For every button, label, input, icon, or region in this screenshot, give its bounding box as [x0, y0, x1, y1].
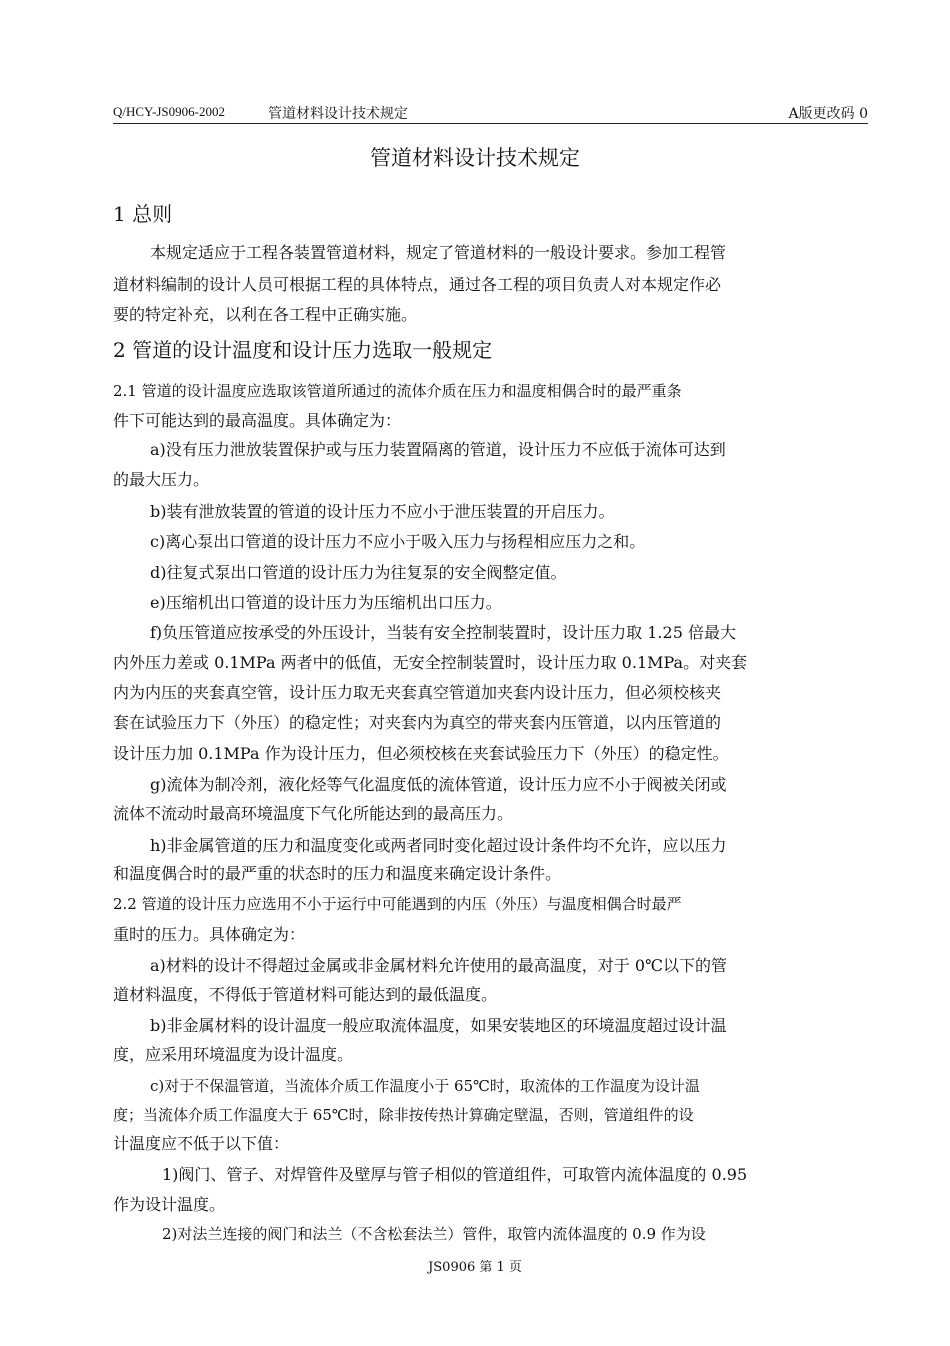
list-item-line: 设计压力加 0.1MPa 作为设计压力，但必须校核在夹套试验压力下（外压）的稳定性。: [113, 744, 729, 763]
clause-line: 2.1 管道的设计温度应选取该管道所通过的流体介质在压力和温度相偶合时的最严重条: [113, 382, 682, 400]
section-heading: 2 管道的设计温度和设计压力选取一般规定: [113, 338, 493, 362]
list-item-line: 内为内压的夹套真空管，设计压力取无夹套真空管道加夹套内设计压力，但必须校核夹: [113, 683, 722, 702]
list-item-line: 套在试验压力下（外压）的稳定性；对夹套内为真空的带夹套内压管道，以内压管道的: [113, 713, 722, 732]
page-header: [113, 101, 868, 124]
clause-line: 重时的压力。具体确定为：: [113, 925, 306, 944]
section-heading: 1 总则: [113, 202, 173, 226]
list-item-line: 度，应采用环境温度为设计温度。: [113, 1045, 354, 1064]
sub-item-line: 1)阀门、管子、对焊管件及壁厚与管子相似的管道组件，可取管内流体温度的 0.95: [162, 1165, 748, 1184]
clause-line: 件下可能达到的最高温度。具体确定为：: [113, 411, 402, 430]
paragraph-line: 道材料编制的设计人员可根据工程的具体特点，通过各工程的项目负责人对本规定作必: [113, 275, 722, 294]
list-item-line: 道材料温度，不得低于管道材料可能达到的最低温度。: [113, 985, 498, 1004]
paragraph-line: 要的特定补充，以利在各工程中正确实施。: [113, 305, 418, 324]
list-item-line: g)流体为制冷剂，液化烃等气化温度低的流体管道，设计压力应不小于阀被关闭或: [150, 775, 727, 794]
list-item-line: b)装有泄放装置的管道的设计压力不应小于泄压装置的开启压力。: [150, 502, 615, 521]
revision-code: A版更改码 0: [788, 106, 868, 122]
list-item-line: h)非金属管道的压力和温度变化或两者同时变化超过设计条件均不允许，应以压力: [150, 836, 727, 855]
document-title: 管道材料设计技术规定: [370, 146, 580, 170]
header-title: 管道材料设计技术规定: [268, 106, 408, 122]
clause-line: 2.2 管道的设计压力应选用不小于运行中可能遇到的内压（外压）与温度相偶合时最严: [113, 895, 682, 913]
list-item-line: c)对于不保温管道，当流体介质工作温度小于 65℃时，取流体的工作温度为设计温: [150, 1077, 700, 1095]
list-item-line: 度；当流体介质工作温度大于 65℃时，除非按传热计算确定壁温，否则，管道组件的设: [113, 1106, 694, 1124]
list-item-line: e)压缩机出口管道的设计压力为压缩机出口压力。: [150, 593, 502, 612]
sub-item-line: 作为设计温度。: [113, 1195, 226, 1214]
list-item-line: a)没有压力泄放装置保护或与压力装置隔离的管道，设计压力不应低于流体可达到: [150, 440, 726, 459]
list-item-line: a)材料的设计不得超过金属或非金属材料允许使用的最高温度，对于 0℃以下的管: [150, 956, 727, 975]
list-item-line: 流体不流动时最高环境温度下气化所能达到的最高压力。: [113, 804, 514, 823]
list-item-line: f)负压管道应按承受的外压设计，当装有安全控制装置时，设计压力取 1.25 倍最大: [150, 623, 736, 642]
paragraph-line: 本规定适应于工程各装置管道材料，规定了管道材料的一般设计要求。参加工程管: [150, 243, 727, 262]
list-item-line: 内外压力差或 0.1MPa 两者中的低值，无安全控制装置时，设计压力取 0.1MPa。对夹套: [113, 653, 748, 672]
list-item-line: 计温度应不低于以下值：: [113, 1134, 290, 1153]
list-item-line: c)离心泵出口管道的设计压力不应小于吸入压力与扬程相应压力之和。: [150, 532, 646, 551]
sub-item-line: 2)对法兰连接的阀门和法兰（不含松套法兰）管件，取管内流体温度的 0.9 作为设: [162, 1225, 706, 1243]
document-code: Q/HCY-JS0906-2002: [113, 104, 225, 119]
page-footer: JS0906 第 1 页: [428, 1260, 522, 1275]
list-item-line: b)非金属材料的设计温度一般应取流体温度，如果安装地区的环境温度超过设计温: [150, 1016, 727, 1035]
list-item-line: d)往复式泵出口管道的设计压力为往复泵的安全阀整定值。: [150, 563, 567, 582]
list-item-line: 和温度偶合时的最严重的状态时的压力和温度来确定设计条件。: [113, 864, 562, 883]
list-item-line: 的最大压力。: [113, 470, 210, 489]
